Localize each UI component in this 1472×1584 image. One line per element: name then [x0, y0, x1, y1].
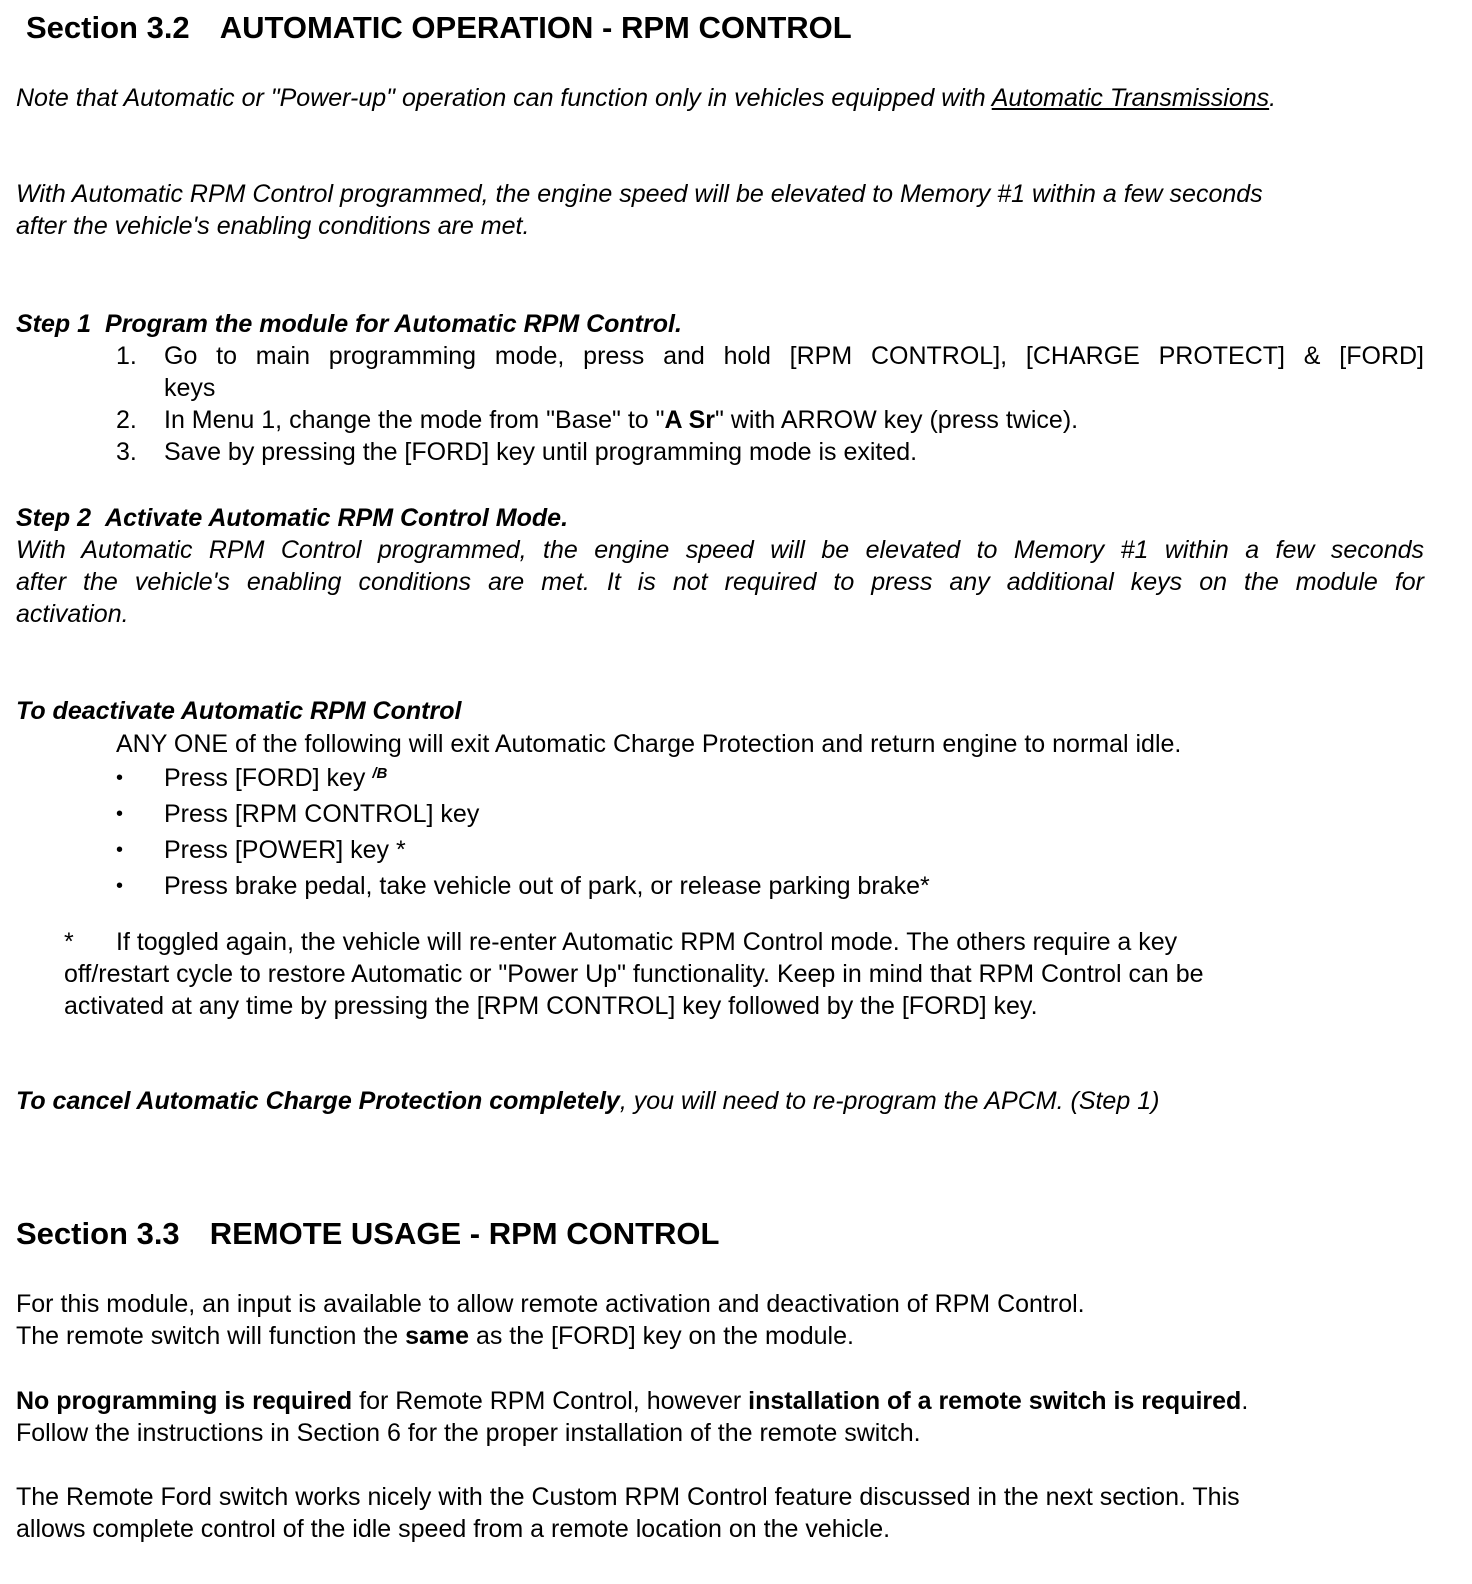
- text: The remote switch will function the: [16, 1322, 406, 1350]
- section-3-3-heading: [16, 1216, 719, 1252]
- paragraph-line: [16, 1385, 1248, 1417]
- paragraph-line: Follow the instructions in Section 6 for the proper installation of the remote switch.: [16, 1419, 921, 1447]
- paragraph-line: For this module, an input is available to allow remote activation and deactivation of RPM Control.: [16, 1290, 1085, 1318]
- paragraph-line: allows complete control of the idle speed from a remote location on the vehicle.: [16, 1515, 891, 1543]
- section-3-2-heading: [26, 10, 852, 46]
- item-text: Press [FORD] key: [164, 764, 373, 792]
- mode-code: A Sr: [664, 406, 715, 434]
- deactivate-intro: ANY ONE of the following will exit Automatic Charge Protection and return engine to normal idle.: [116, 730, 1182, 758]
- list-item: [116, 761, 930, 797]
- footnote-line: activated at any time by pressing the [RPM CONTROL] key followed by the [FORD] key.: [64, 992, 1038, 1020]
- remote-paragraph-2: [16, 1385, 1248, 1449]
- remote-paragraph-3: [16, 1481, 1240, 1545]
- item-text: Press [RPM CONTROL] key: [164, 800, 480, 828]
- list-item: [116, 797, 930, 833]
- step-2-line: activation.: [16, 600, 129, 628]
- remote-paragraph-1: [16, 1288, 1085, 1352]
- list-item: [116, 404, 1424, 436]
- item-text: " with ARROW key (press twice).: [715, 406, 1079, 434]
- item-text: Press brake pedal, take vehicle out of park, or release parking brake*: [164, 872, 930, 900]
- bullet-icon: •: [116, 875, 124, 897]
- item-number: 3.: [116, 438, 137, 466]
- bullet-icon: •: [116, 839, 124, 861]
- paragraph-line: The Remote Ford switch works nicely with the Custom RPM Control feature discussed in the next section. This: [16, 1483, 1240, 1511]
- bullet-icon: •: [116, 767, 124, 789]
- list-item: [116, 833, 930, 869]
- note-text: Note that Automatic or "Power-up" operation can function only in vehicles equipped with: [16, 84, 992, 112]
- section-title: REMOTE USAGE - RPM CONTROL: [209, 1216, 720, 1251]
- step-label: Step 2: [16, 504, 92, 532]
- step-2-paragraph: [16, 534, 1424, 630]
- footnote-line: off/restart cycle to restore Automatic or "Power Up" functionality. Keep in mind that RPM Control can be: [64, 960, 1204, 988]
- bullet-icon: •: [116, 803, 124, 825]
- step-title: Activate Automatic RPM Control Mode.: [105, 504, 569, 532]
- deactivate-heading: To deactivate Automatic RPM Control: [16, 697, 462, 725]
- step-label: Step 1: [16, 310, 92, 338]
- automatic-transmissions-link[interactable]: Automatic Transmissions: [991, 84, 1270, 112]
- item-text: In Menu 1, change the mode from "Base" to ": [164, 406, 665, 434]
- emphasis: No programming is required: [16, 1387, 353, 1415]
- paragraph-line: [16, 1320, 1085, 1352]
- asterisk-marker: *: [64, 928, 74, 956]
- text: for Remote RPM Control, however: [352, 1387, 749, 1415]
- item-text: Save by pressing the [FORD] key until programming mode is exited.: [164, 438, 918, 466]
- footnote-text: If toggled again, the vehicle will re-enter Automatic RPM Control mode. The others require a key: [116, 928, 1178, 956]
- item-body: [164, 340, 1424, 404]
- item-text: Go to main programming mode, press and hold [RPM CONTROL], [CHARGE PROTECT] & [FORD]: [164, 342, 1424, 370]
- note-suffix: .: [1269, 84, 1277, 112]
- intro-line: With Automatic RPM Control programmed, the engine speed will be elevated to Memory #1 within a few seconds: [16, 180, 1263, 208]
- item-text-cont: keys: [164, 374, 216, 402]
- footnote: [64, 926, 1204, 1022]
- section-number: Section 3.3: [16, 1216, 180, 1251]
- step-title: Program the module for Automatic RPM Control.: [105, 310, 682, 338]
- item-text: Press [POWER] key *: [164, 836, 406, 864]
- step-2-line: after the vehicle's enabling conditions are met. It is not required to press any additional keys on the module for: [16, 568, 1424, 596]
- text: .: [1241, 1387, 1249, 1415]
- emphasis: same: [405, 1322, 470, 1350]
- cancel-text: , you will need to re-program the APCM. (Step 1): [619, 1087, 1160, 1115]
- cancel-emphasis: To cancel Automatic Charge Protection completely: [16, 1087, 620, 1115]
- footnote-ref: /B: [372, 765, 388, 782]
- intro-paragraph: [16, 178, 1263, 242]
- list-item: [116, 436, 1424, 468]
- text: as the [FORD] key on the module.: [469, 1322, 854, 1350]
- emphasis: installation of a remote switch is required: [748, 1387, 1242, 1415]
- intro-line: after the vehicle's enabling conditions are met.: [16, 212, 530, 240]
- item-number: 2.: [116, 406, 137, 434]
- step-2-line: With Automatic RPM Control programmed, the engine speed will be elevated to Memory #1 within a few seconds: [16, 536, 1424, 564]
- cancel-note: [16, 1085, 1159, 1117]
- step-2-heading: [16, 502, 568, 534]
- section-number: Section 3.2: [26, 10, 190, 45]
- list-item: [116, 869, 930, 905]
- deactivate-list: [116, 761, 930, 905]
- step-1-list: [116, 340, 1424, 468]
- list-item: [116, 340, 1424, 404]
- section-title: AUTOMATIC OPERATION - RPM CONTROL: [219, 10, 852, 45]
- footnote-line: [64, 926, 1204, 958]
- transmission-note: [16, 82, 1276, 114]
- step-1-heading: [16, 308, 682, 340]
- item-number: 1.: [116, 342, 137, 370]
